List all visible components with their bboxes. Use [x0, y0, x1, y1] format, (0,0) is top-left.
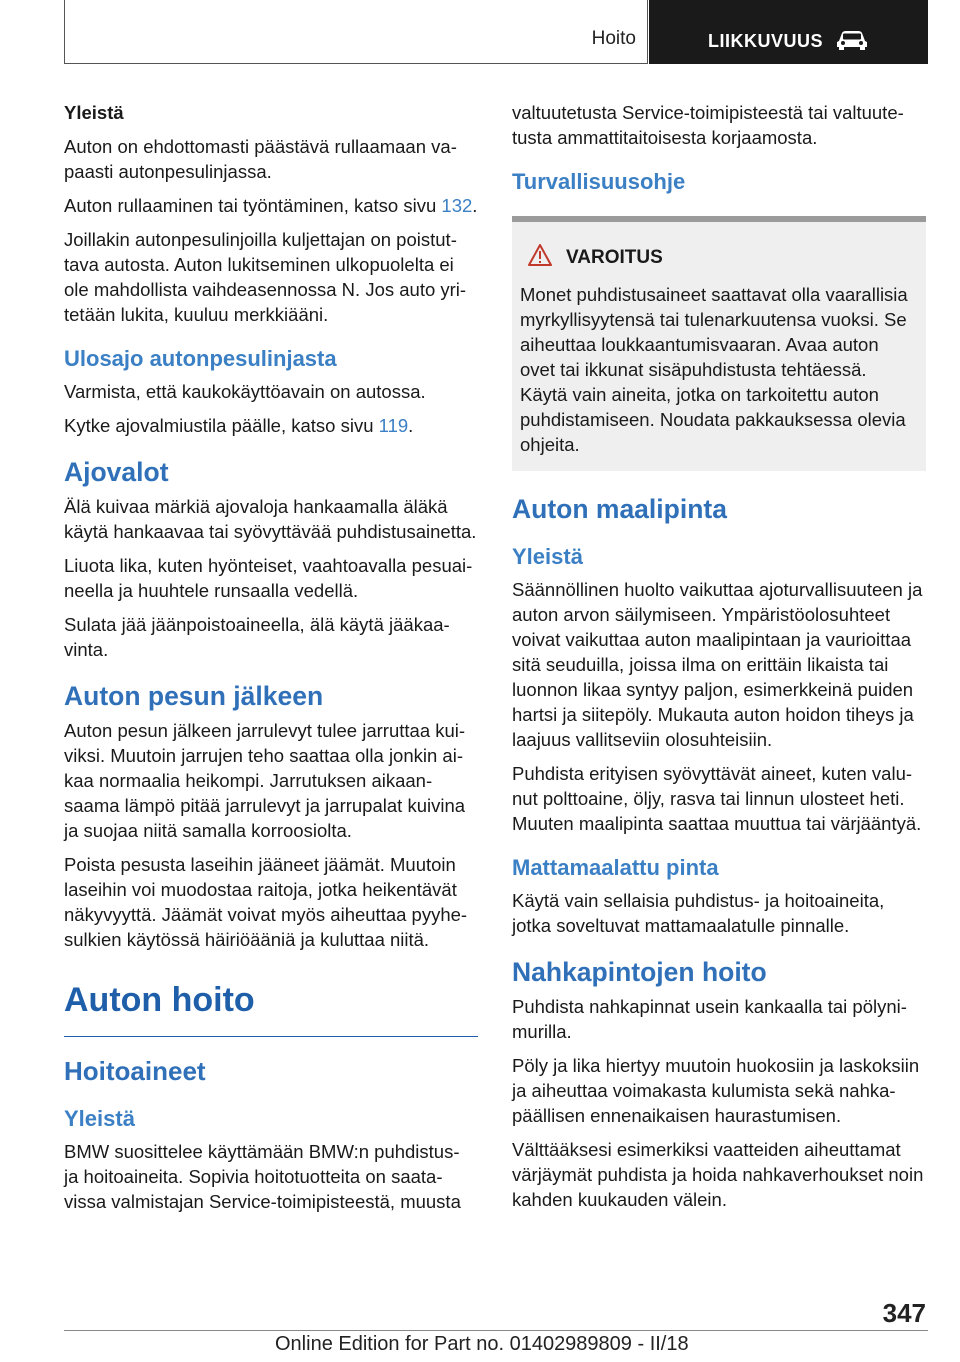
paragraph: Liuota lika, kuten hyönteiset, vaahtoavalla pesuaineella ja huuhtele runsaalla vedellä. — [64, 555, 473, 601]
heading-yleista: Yleistä — [64, 102, 124, 123]
heading-yleista-2: Yleistä — [64, 1106, 135, 1131]
text: Auton rullaaminen tai työntäminen, katso sivu — [64, 195, 442, 216]
page-link-132[interactable]: 132 — [441, 195, 473, 216]
paragraph: Auton pesun jälkeen jarrulevyt tulee jarruttaa kuiviksi. Muutoin jarrujen teho saattaa olla jonkin aikaa normaalia heikompi. Jarrutuksen aikaansaama lämpö pitää jarrulevyt ja jarrupalat kuivina ja suojaa niitä samalla korroosiolta. — [64, 720, 466, 841]
heading-yleista: Yleistä — [512, 544, 583, 569]
car-icon — [835, 28, 869, 55]
paragraph: Käytä vain sellaisia puhdistus- ja hoitoaineita, jotka soveltuvat mattamaalatulle pinnalle. — [512, 890, 885, 936]
page-number: 347 — [882, 1298, 926, 1328]
paragraph-with-link — [64, 193, 478, 218]
page-link-119[interactable]: 119 — [378, 415, 409, 436]
left-column — [64, 100, 478, 1223]
warning-triangle-icon — [528, 244, 552, 272]
heading-turvallisuusohje: Turvallisuusohje — [512, 169, 686, 194]
paragraph: Puhdista nahkapinnat usein kankaalla tai pölynimurilla. — [512, 996, 907, 1042]
paragraph: Joillakin autonpesulinjoilla kuljettajan on poistuttava autosta. Auton lukitseminen ulkopuolelta ei ole mahdollista vaihdeasennossa N. Jos auto yritetään lukita, kuuluu merkkiääni. — [64, 229, 467, 325]
paragraph: Välttääksesi esimerkiksi vaatteiden aiheuttamat värjäymät puhdista ja hoida nahkaverhoukset noin kahden kuukauden välein. — [512, 1139, 924, 1210]
text: . — [472, 195, 478, 216]
heading-auton-hoito: Auton hoito — [64, 978, 478, 1037]
paragraph: Säännöllinen huolto vaikuttaa ajoturvallisuuteen ja auton arvon säilymiseen. Ympäristöolosuhteet voivat vaikuttaa auton maalipintaan ja vaurioittaa sitä seuduilla, joissa ilma on erittäin likaista tai luonnon likaa syntyy paljon, esimerkkeinä puiden hartsi ja siitepöly. Mukauta auton hoidon tiheys ja laajuus vallitseviin olosuhteisiin. — [512, 579, 923, 750]
warning-title — [528, 244, 918, 272]
header-frame — [64, 0, 648, 64]
paragraph: Varmista, että kaukokäyttöavain on autossa. — [64, 381, 426, 402]
right-column — [512, 100, 926, 1221]
heading-ajovalot: Ajovalot — [64, 457, 169, 487]
paragraph: Sulata jää jäänpoistoaineella, älä käytä jääkaavinta. — [64, 614, 450, 660]
footer-edition: Online Edition for Part no. 01402989809 - II/18 — [275, 1333, 689, 1355]
paragraph: Puhdista erityisen syövyttävät aineet, kuten valunut polttoaine, öljy, rasva tai linnun ulosteet heti. Muuten maalipinta saattaa muuttua tai värjääntyä. — [512, 763, 922, 834]
heading-mattamaalattu: Mattamaalattu pinta — [512, 855, 719, 880]
heading-nahkapinnat: Nahkapintojen hoito — [512, 957, 767, 987]
warning-title-text: VAROITUS — [566, 247, 663, 268]
header-section-title: Hoito — [591, 28, 636, 49]
header-chapter-tab[interactable] — [649, 0, 928, 64]
heading-maalipinta: Auton maalipinta — [512, 494, 727, 524]
chapter-label: LIIKKUVUUS — [707, 30, 823, 51]
paragraph: BMW suosittelee käyttämään BMW:n puhdistus- ja hoitoaineita. Sopivia hoitotuotteita on saatavissa valmistajan Service-toimipisteestä, muusta — [64, 1141, 461, 1212]
paragraph: Poista pesusta laseihin jääneet jäämät. Muutoin laseihin voi muodostaa raitoja, jotka heikentävät näkyvyyttä. Jäämät voivat myös aiheuttaa pyyhesulkien käytössä häiriöääniä ja kuluttaa niitä. — [64, 854, 468, 950]
warning-text: Monet puhdistusaineet saattavat olla vaarallisia myrkyllisyytensä tai tulenarkuutensa vuoksi. Se aiheuttaa loukkaantumisvaaran. Avaa auton ovet tai ikkunat sisäpuhdistusta tehtäessä. Käytä vain aineita, jotka on tarkoitettu auton puhdistamiseen. Noudata pakkauksessa olevia ohjeita. — [520, 284, 908, 455]
heading-hoitoaineet: Hoitoaineet — [64, 1056, 206, 1086]
paragraph: Älä kuivaa märkiä ajovaloja hankaamalla äläkä käytä hankaavaa tai syövyttävää puhdistusainetta. — [64, 496, 477, 542]
footer-divider — [64, 1330, 928, 1331]
warning-box — [512, 216, 926, 471]
paragraph-with-link — [64, 413, 478, 438]
heading-ulosajo: Ulosajo autonpesulinjasta — [64, 346, 337, 371]
heading-pesun-jalkeen: Auton pesun jälkeen — [64, 681, 324, 711]
text: Kytke ajovalmiustila päälle, katso sivu — [64, 415, 379, 436]
paragraph: Auton on ehdottomasti päästävä rullaamaan vapaasti autonpesulinjassa. — [64, 136, 457, 182]
paragraph: valtuutetusta Service-toimipisteestä tai valtuutetusta ammattitaitoisesta korjaamosta. — [512, 102, 904, 148]
paragraph: Pöly ja lika hiertyy muutoin huokosiin ja laskoksiin ja aiheuttaa voimakasta kulumista sekä nahkapäällisen ennenaikaisen haurastumisen. — [512, 1055, 920, 1126]
text: . — [408, 415, 414, 436]
